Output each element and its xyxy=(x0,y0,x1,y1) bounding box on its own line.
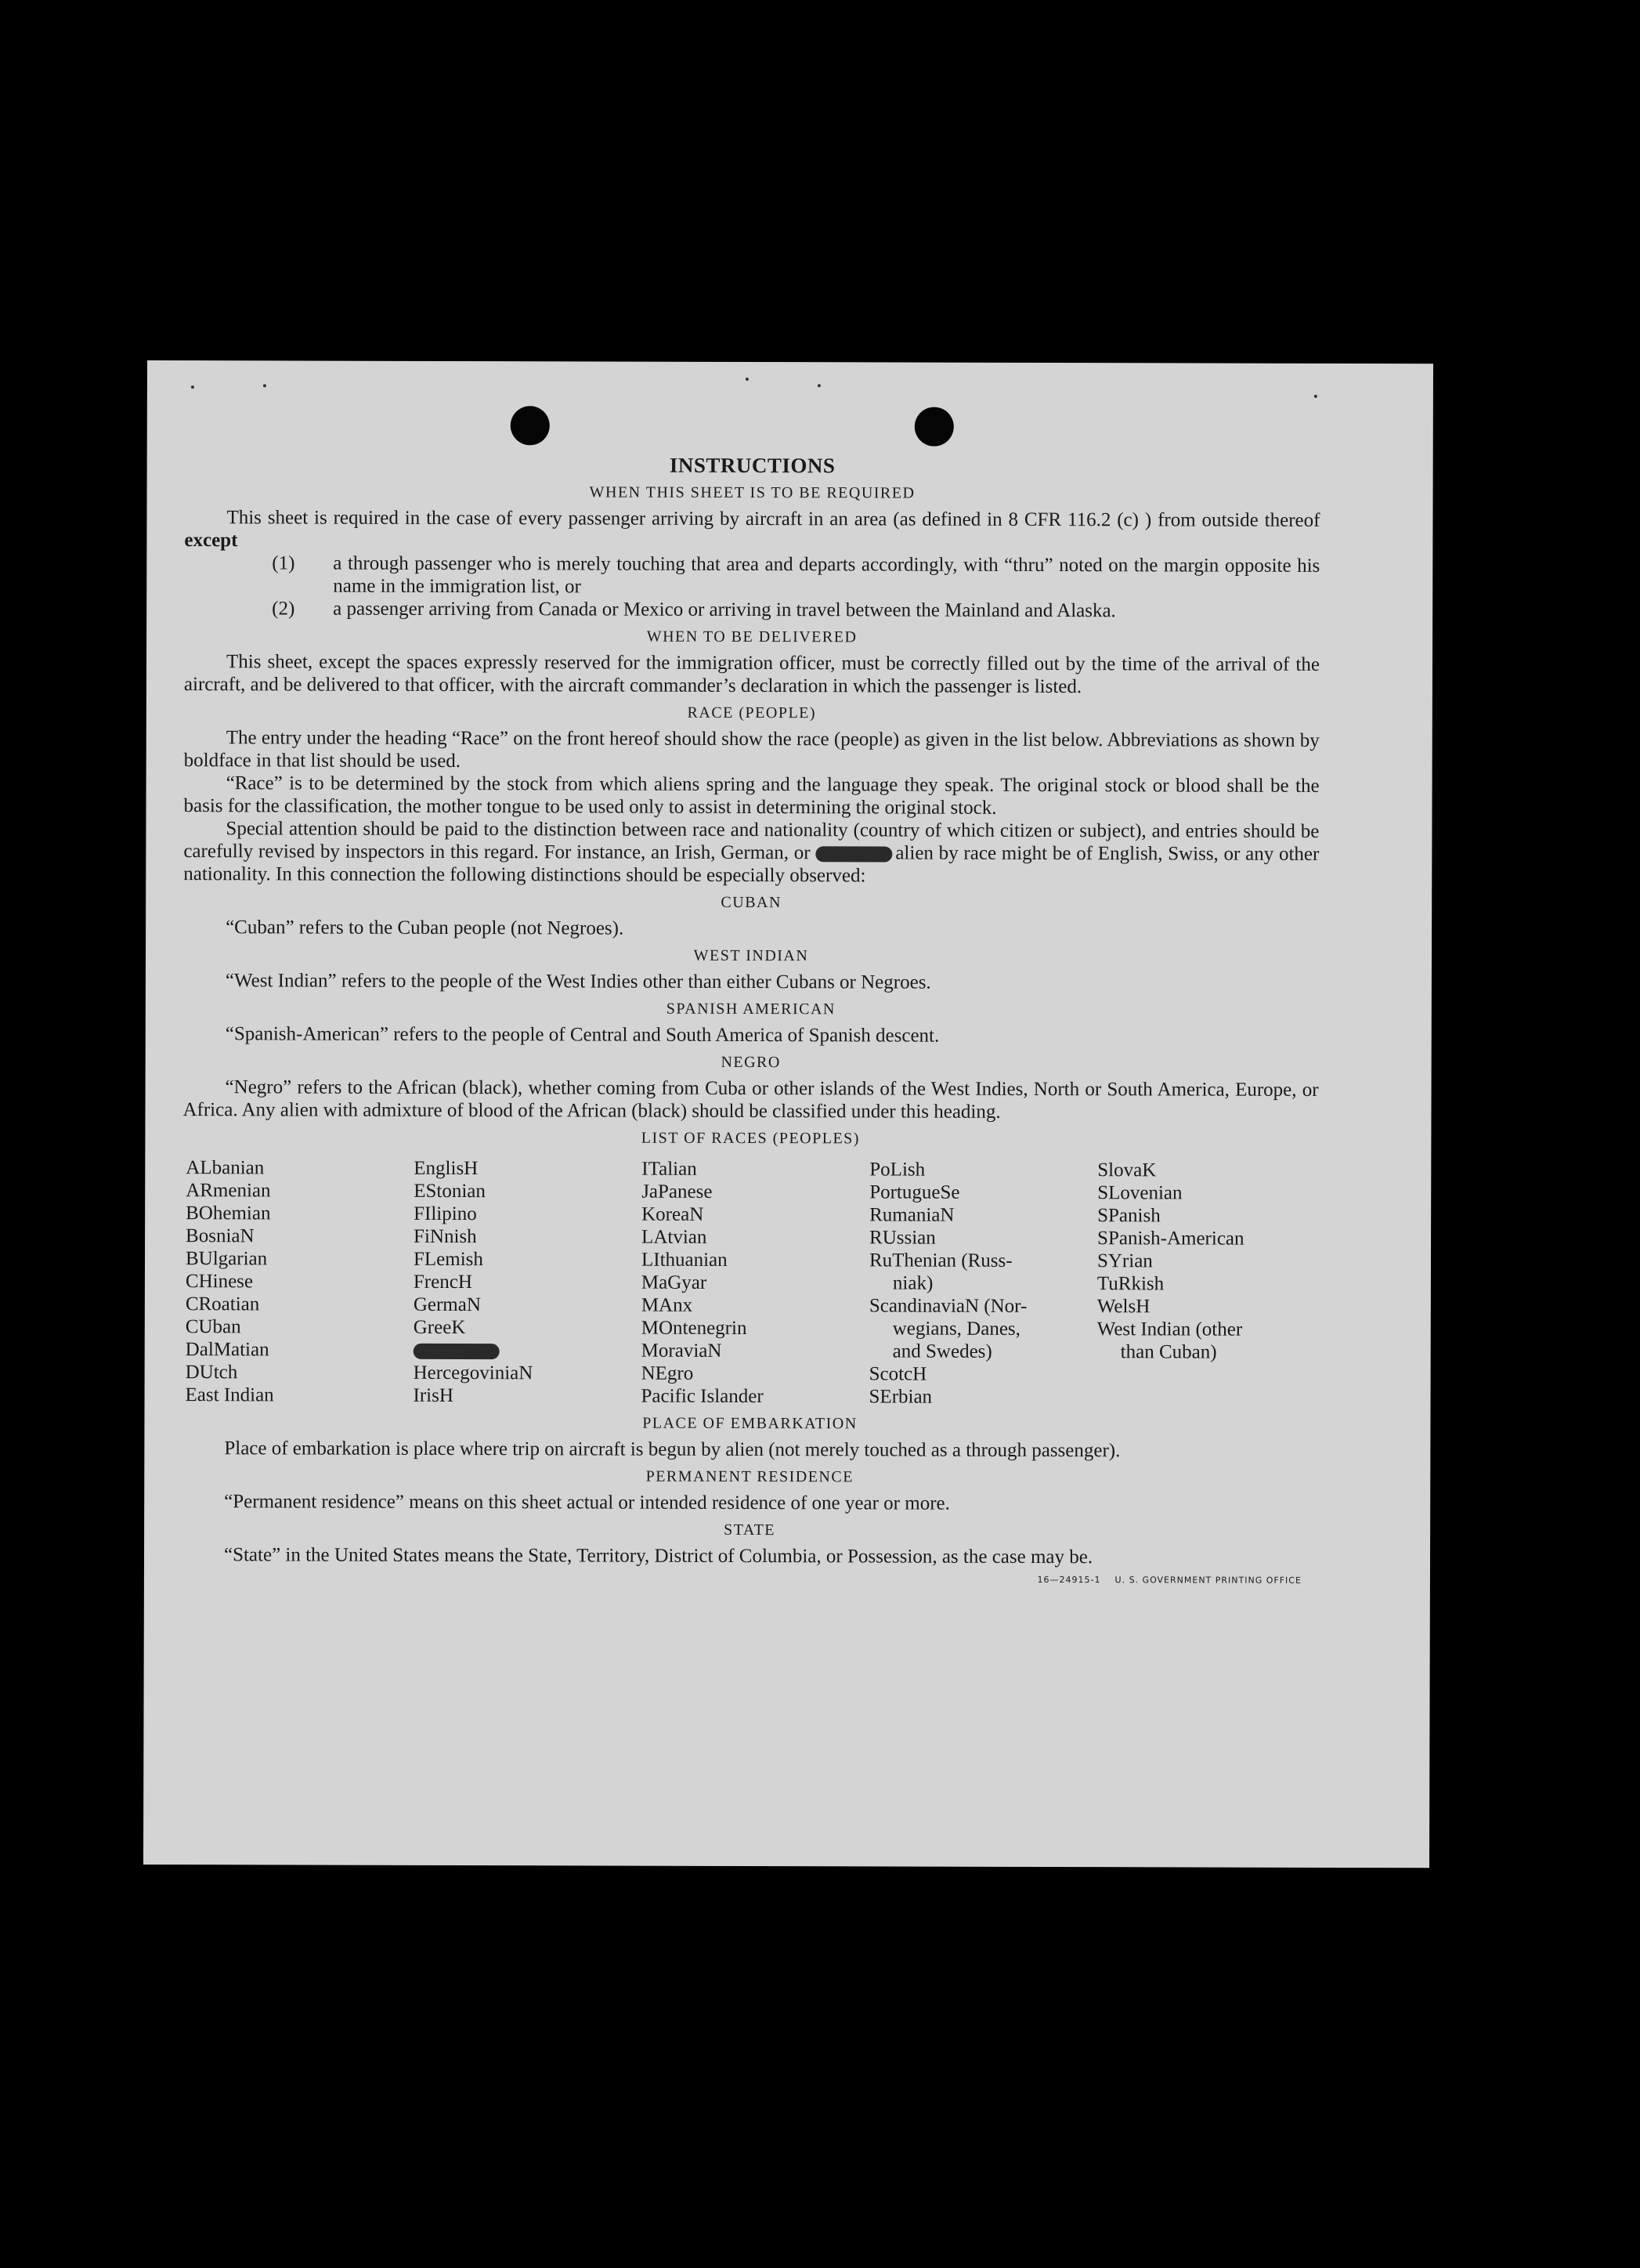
race-entry: KoreaN xyxy=(641,1203,704,1225)
redaction-mark xyxy=(815,847,892,863)
race-entry: than Cuban) xyxy=(1120,1341,1217,1363)
race-entry: MaGyar xyxy=(641,1271,707,1293)
section-heading: PLACE OF EMBARKATION xyxy=(642,1414,858,1433)
race-entry: FrencH xyxy=(413,1271,472,1293)
race-entry: wegians, Danes, xyxy=(892,1318,1020,1340)
race-entry: FLemish xyxy=(413,1248,483,1271)
race-entry: CHinese xyxy=(185,1271,254,1293)
paragraph: Place of embarkation is place where trip on aircraft is begun by alien (not merely touched as a through passenger). xyxy=(224,1438,1121,1462)
speck xyxy=(1314,395,1317,398)
race-entry: East Indian xyxy=(185,1384,274,1406)
race-entry: MOntenegrin xyxy=(641,1317,747,1340)
page-title: INSTRUCTIONS xyxy=(669,453,836,478)
race-entry: RUssian xyxy=(869,1227,936,1249)
race-entry: GermaN xyxy=(413,1293,481,1316)
speck xyxy=(191,385,194,389)
races-column xyxy=(641,1158,870,1409)
paragraph: “State” in the United States means the State, Territory, District of Columbia, or Possession, as the case may be. xyxy=(223,1544,1093,1568)
race-entry: CRoatian xyxy=(185,1293,260,1315)
paragraph: This sheet is required in the case of every passenger arriving by aircraft in an area (as defined in 8 CFR 116.2 (c) ) from outside thereof except xyxy=(184,507,1320,552)
race-entry: MoraviaN xyxy=(641,1340,722,1362)
paragraph: The entry under the heading “Race” on the front hereof should show the race (people) as given in the list below. Abbreviations as shown by boldface in that list should be used. xyxy=(183,727,1320,772)
races-column xyxy=(1097,1159,1326,1409)
speck xyxy=(818,384,821,387)
paragraph: Special attention should be paid to the distinction between race and nationality (country of which citizen or subject), and entries should be carefully revised by inspectors in this regard. For instance, an Irish, German, or alien by race might be of English, Swiss, or any other nationality. In this connection the following distinctions should be especially observed: xyxy=(183,818,1320,887)
section-heading: STATE xyxy=(724,1521,776,1539)
punch-hole xyxy=(511,406,550,445)
races-column xyxy=(869,1158,1098,1409)
paragraph: This sheet, except the spaces expressly reserved for the immigration officer, must be correctly filled out by the time of the arrival of the aircraft, and be delivered to that officer, with the aircraft commander’s declaration in which the passenger is listed. xyxy=(183,651,1320,698)
race-entry: West Indian (other xyxy=(1096,1318,1243,1340)
race-entry: PoLish xyxy=(869,1159,926,1181)
race-entry: DalMatian xyxy=(185,1339,269,1361)
race-entry: PortugueSe xyxy=(869,1181,960,1203)
section-heading: WEST INDIAN xyxy=(693,946,809,965)
race-entry: SPanish xyxy=(1097,1205,1161,1227)
instruction-sheet xyxy=(143,360,1433,1868)
race-entry: ALbanian xyxy=(186,1157,265,1179)
race-entry: BosniaN xyxy=(186,1225,255,1247)
race-entry: Pacific Islander xyxy=(641,1385,764,1408)
section-heading: RACE (PEOPLE) xyxy=(687,704,817,722)
race-entry: ARmenian xyxy=(186,1180,271,1202)
race-entry: niak) xyxy=(892,1272,934,1294)
paragraph: “Race” is to be determined by the stock from which aliens spring and the language they speak. The original stock or blood shall be the basis for the classification, the mother tongue to be used only to assist in determining the original stock. xyxy=(183,772,1320,819)
list-item: (2) a passenger arriving from Canada or Mexico or arriving in travel between the Mainland and Alaska. xyxy=(272,598,1116,622)
race-entry: WelsH xyxy=(1096,1296,1151,1318)
race-entry: FIlipino xyxy=(414,1203,477,1225)
speck xyxy=(263,384,266,387)
race-entry: SlovaK xyxy=(1097,1159,1157,1181)
race-entry: FiNnish xyxy=(414,1225,477,1248)
race-entry: LIthuanian xyxy=(641,1249,728,1271)
race-entry: JaPanese xyxy=(641,1181,713,1203)
races-list xyxy=(186,1156,1319,1409)
paragraph: “Spanish-American” refers to the people of Central and South America of Spanish descent. xyxy=(225,1023,940,1047)
race-entry: CUban xyxy=(185,1316,241,1338)
instructions-content xyxy=(182,453,1320,1595)
race-entry: SLovenian xyxy=(1097,1182,1183,1204)
race-entry: ScandinaviaN (Nor- xyxy=(869,1295,1028,1317)
race-entry: RumaniaN xyxy=(869,1204,955,1226)
race-entry: BUlgarian xyxy=(185,1248,268,1270)
race-entry: GreeK xyxy=(413,1316,466,1339)
section-heading: NEGRO xyxy=(721,1053,781,1072)
footer xyxy=(182,1566,1317,1595)
list-item: (1) a through passenger who is merely touching that area and departs accordingly, with “thru” noted on the margin opposite his name in the immigration list, or xyxy=(272,552,1320,598)
race-entry-redacted xyxy=(414,1339,641,1362)
race-entry: ITalian xyxy=(641,1158,697,1180)
race-entry: and Swedes) xyxy=(892,1340,992,1362)
section-heading: PERMANENT RESIDENCE xyxy=(645,1467,854,1486)
race-entry: NEgro xyxy=(641,1362,694,1384)
race-entry: EnglisH xyxy=(414,1157,479,1180)
races-column xyxy=(186,1156,414,1407)
section-heading: LIST OF RACES (PEOPLES) xyxy=(641,1129,861,1148)
race-entry: ScotcH xyxy=(869,1363,927,1385)
race-entry: SYrian xyxy=(1096,1250,1153,1272)
print-code: 16—24915-1 U. S. GOVERNMENT PRINTING OFFICE xyxy=(1037,1574,1302,1586)
section-heading: CUBAN xyxy=(721,893,782,912)
section-heading: WHEN TO BE DELIVERED xyxy=(646,628,858,646)
section-heading: SPANISH AMERICAN xyxy=(666,1000,836,1018)
paragraph: “Permanent residence” means on this sheet actual or intended residence of one year or more. xyxy=(224,1491,950,1514)
race-entry: TuRkish xyxy=(1096,1273,1165,1295)
punch-hole xyxy=(915,407,954,447)
race-entry: BOhemian xyxy=(186,1203,271,1224)
race-entry: DUtch xyxy=(185,1362,238,1384)
race-entry: HercegoviniaN xyxy=(413,1362,533,1384)
race-entry: EStonian xyxy=(414,1180,486,1203)
race-entry: MAnx xyxy=(641,1294,693,1316)
races-column xyxy=(414,1157,642,1408)
race-entry: LAtvian xyxy=(641,1226,707,1248)
race-entry: IrisH xyxy=(413,1384,453,1407)
paragraph: “Negro” refers to the African (black), whether coming from Cuba or other islands of the West Indies, North or South America, Europe, or Africa. Any alien with admixture of blood of the African (black) should be classified under this heading. xyxy=(182,1076,1319,1123)
section-heading: WHEN THIS SHEET IS TO BE REQUIRED xyxy=(589,483,916,502)
paragraph: “West Indian” refers to the people of the West Indies other than either Cubans or Negroes. xyxy=(225,970,931,993)
race-entry: SErbian xyxy=(869,1386,933,1408)
race-entry: SPanish-American xyxy=(1097,1228,1244,1250)
race-entry: RuThenian (Russ- xyxy=(869,1250,1013,1271)
speck xyxy=(746,378,749,381)
paragraph: “Cuban” refers to the Cuban people (not Negroes). xyxy=(226,917,624,939)
